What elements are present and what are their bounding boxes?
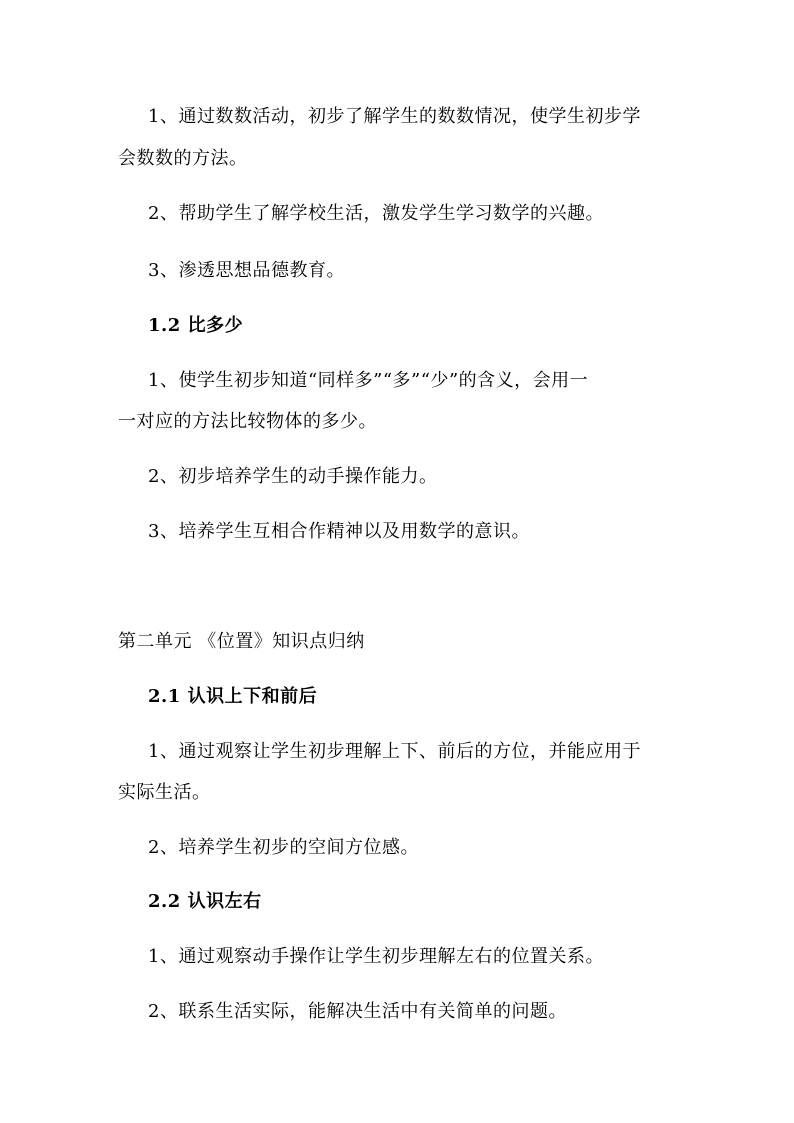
paragraph-line: 1、通过观察让学生初步理解上下、前后的方位，并能应用于 [148, 741, 641, 762]
unit-title: 第二单元 《位置》知识点归纳 [118, 631, 365, 652]
paragraph-line: 一对应的方法比较物体的多少。 [118, 411, 377, 432]
paragraph-line: 会数数的方法。 [118, 148, 248, 169]
paragraph-line: 2、培养学生初步的空间方位感。 [148, 837, 419, 858]
section-heading: 1.2 比多少 [148, 315, 244, 336]
section-heading: 2.2 认识左右 [148, 891, 262, 912]
paragraph-line: 3、培养学生互相合作精神以及用数学的意识。 [148, 521, 530, 542]
section-heading: 2.1 认识上下和前后 [148, 686, 318, 707]
paragraph-line: 2、帮助学生了解学校生活，激发学生学习数学的兴趣。 [148, 203, 604, 224]
paragraph-line: 2、初步培养学生的动手操作能力。 [148, 466, 438, 487]
paragraph-line: 3、渗透思想品德教育。 [148, 260, 345, 281]
paragraph-line: 1、通过观察动手操作让学生初步理解左右的位置关系。 [148, 946, 604, 967]
paragraph-line: 2、联系生活实际，能解决生活中有关简单的问题。 [148, 1001, 567, 1022]
paragraph-line: 1、使学生初步知道“同样多”“多”“少”的含义，会用一 [148, 370, 589, 391]
paragraph-line: 实际生活。 [118, 782, 211, 803]
paragraph-line: 1、通过数数活动，初步了解学生的数数情况，使学生初步学 [148, 106, 641, 127]
